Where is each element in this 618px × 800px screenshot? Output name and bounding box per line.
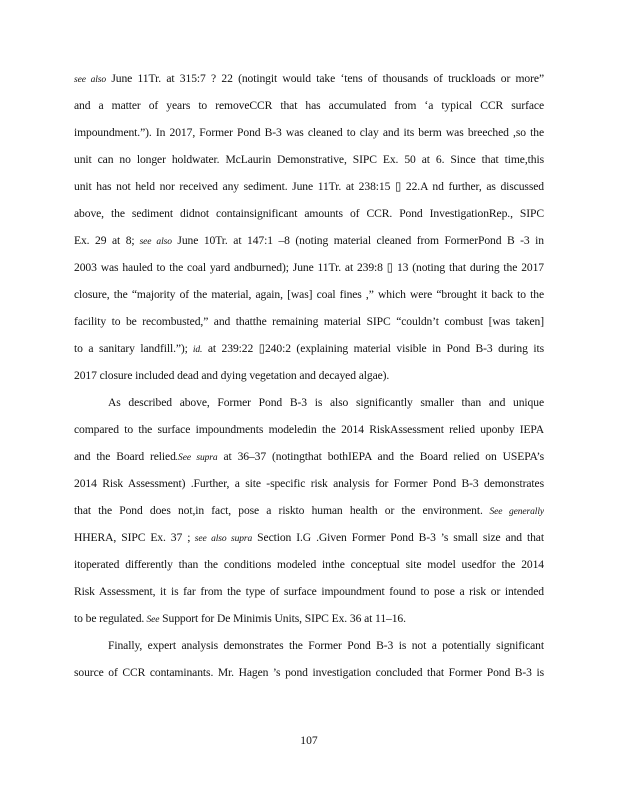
text-line: facility to be recombusted,” and thatthe remaining material SIPC “couldn’t combust [was taken] (74, 315, 544, 328)
text-line: 2003 was hauled to the coal yard andburned); June 11Tr. at 239:8 ▯ 13 (noting that during the 2017 (74, 261, 544, 274)
text-line: source of CCR contaminants. Mr. Hagen ’s pond investigation concluded that Former Pond B-3 is (74, 666, 544, 679)
text-line (74, 612, 544, 627)
line-text: June 10Tr. at 147:1 –8 (noting material cleaned from FormerPond B -3 in (171, 234, 544, 247)
line-text: and the Board relied (74, 450, 176, 463)
citation-signal: id. (187, 345, 203, 355)
citation-signal: See (144, 615, 160, 625)
text-line (74, 72, 544, 87)
text-line (74, 531, 544, 546)
line-text: at 36–37 (notingthat bothIEPA and the Board relied on USEPA’s (217, 450, 544, 463)
text-line: and a matter of years to removeCCR that has accumulated from ‘a typical CCR surface (74, 99, 544, 112)
text-line: compared to the surface impoundments modeledin the 2014 RiskAssessment relied uponby IEPA (74, 423, 544, 436)
paragraph-first-line: Finally, expert analysis demonstrates the Former Pond B-3 is not a potentially significant (108, 639, 544, 652)
paragraph-first-line: As described above, Former Pond B-3 is also significantly smaller than and unique (108, 396, 544, 409)
line-text: to be regulated. (74, 612, 145, 625)
citation-signal: see also supra (190, 534, 253, 544)
text-line: 2014 Risk Assessment) .Further, a site -specific risk analysis for Former Pond B-3 demonstrates (74, 477, 544, 490)
text-line: unit has not held nor received any sediment. June 11Tr. at 238:15 ▯ 22.A nd further, as discussed (74, 180, 544, 193)
line-text: Section I.G .Given Former Pond B-3 ’s small size and that (252, 531, 544, 544)
text-line: itoperated differently than the conditions modeled inthe conceptual site model usedfor the 2014 (74, 558, 544, 571)
text-line: impoundment.”). In 2017, Former Pond B-3 was cleaned to clay and its berm was breeched ,so the (74, 126, 544, 139)
line-text: at 239:22 ▯240:2 (explaining material visible in Pond B-3 during its (202, 342, 544, 355)
text-line (74, 450, 544, 465)
line-text: Support for De Minimis Units, SIPC Ex. 36 at 11–16. (159, 612, 406, 625)
text-line: above, the sediment didnot containsignificant amounts of CCR. Pond InvestigationRep., SIPC (74, 207, 544, 220)
text-line: Risk Assessment, it is far from the type of surface impoundment found to pose a risk or intended (74, 585, 544, 598)
text-line (74, 504, 544, 519)
line-text: June 11Tr. at 315:7 ? 22 (notingit would take ‘tens of thousands of truckloads or more” (106, 72, 544, 85)
citation-signal: see also (134, 237, 172, 247)
text-line (74, 342, 544, 357)
citation-signal: see also (74, 75, 107, 85)
line-text: HHERA, SIPC Ex. 37 ; (74, 531, 191, 544)
text-line: closure, the “majority of the material, again, [was] coal fines ,” which were “brought it back to the (74, 288, 544, 301)
line-text: that the Pond does not,in fact, pose a riskto human health or the environment. (74, 504, 483, 517)
citation-signal: See generally (482, 507, 544, 517)
text-line: unit can no longer holdwater. McLaurin Demonstrative, SIPC Ex. 50 at 6. Since that time,this (74, 153, 544, 166)
line-text: to a sanitary landfill.”); (74, 342, 188, 355)
line-text: Ex. 29 at 8; (74, 234, 135, 247)
citation-signal: .See supra (175, 453, 218, 463)
text-line: 2017 closure included dead and dying vegetation and decayed algae). (74, 369, 390, 382)
page-number: 107 (300, 734, 318, 747)
text-line (74, 234, 544, 249)
